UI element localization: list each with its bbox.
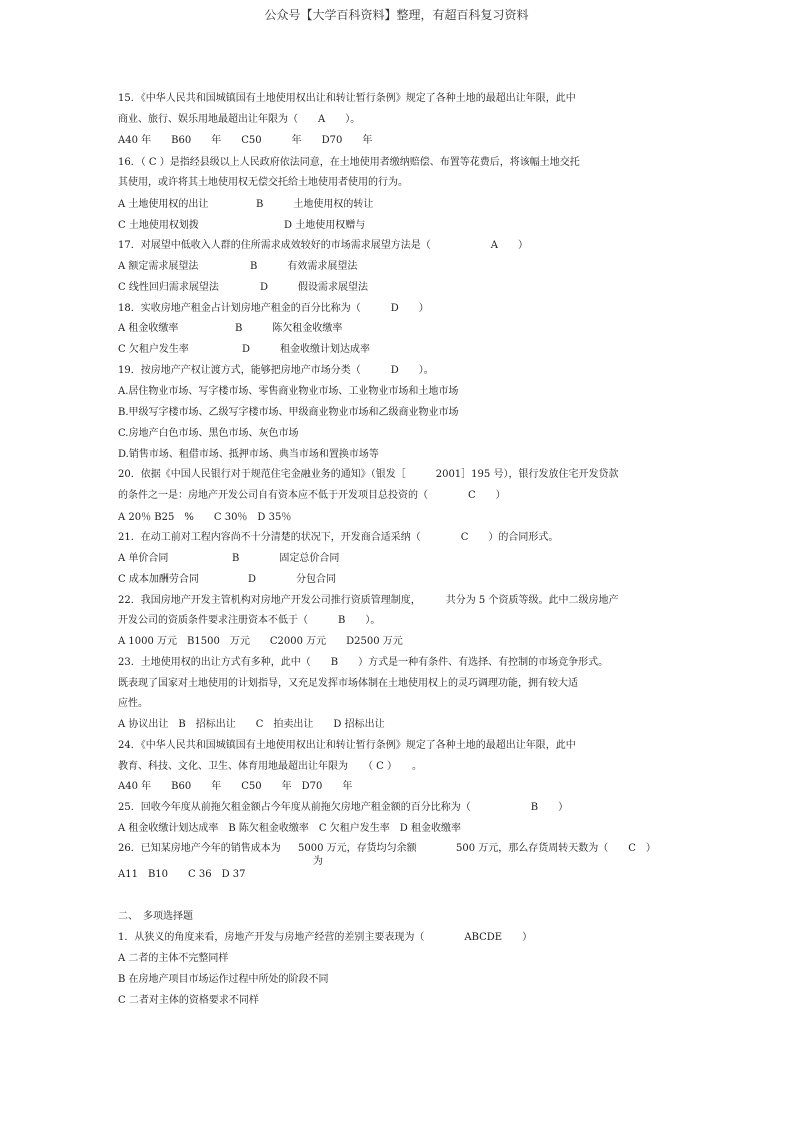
q20-stem-line2: 的条件之一是：房地产开发公司自有资本应不低于开发项目总投资的（ C ） [118, 490, 506, 501]
q24-stem-line1: 24．《中华人民共和国城镇国有土地使用权出让和转让暂行条例》规定了各种土地的最超出让年限，此中 [118, 740, 576, 751]
q21-option-a: A 单价合同 [118, 553, 169, 564]
q23-stem-line3: 应性。 [118, 698, 148, 709]
q17-option-c: C 线性回归需求展望法 [118, 282, 219, 293]
q18-option-a: A 租金收缴率 [118, 323, 179, 334]
q16-stem-line1: 16．（ C ）是指经县级以上人民政府依法同意，在土地使用者缴纳赔偿、布置等花费后，将该幅土地交托 [118, 157, 580, 168]
q15-stem-line1: 15．《中华人民共和国城镇国有土地使用权出让和转让暂行条例》规定了各种土地的最超出让年限，此中 [118, 93, 576, 104]
q19-stem: 19．按房地产产权让渡方式，能够把房地产市场分类（ D ）。 [118, 365, 434, 376]
q19-option-a: A.居住物业市场、写字楼市场、零售商业物业市场、工业物业市场和土地市场 [118, 386, 459, 397]
q20-options: A 20％ B25 % C 30％ D 35％ [118, 512, 292, 523]
q18-option-c: C 欠租户发生率 [118, 344, 189, 355]
q25-options: A 租金收缴计划达成率 B 陈欠租金收缴率 C 欠租户发生率 D 租金收缴率 [118, 823, 461, 834]
q18-stem: 18．实收房地产租金占计划房地产租金的百分比称为（ D ） [118, 303, 429, 314]
multi-q1-option-b: B 在房地产项目市场运作过程中所处的阶段不同 [118, 974, 329, 985]
q21-option-b: B 固定总价合同 [232, 553, 340, 564]
q19-option-c: C.房地产白色市场、黑色市场、灰色市场 [118, 428, 299, 439]
q26-stem-part1: 26．已知某房地产今年的销售成本为 [118, 843, 281, 854]
q17-option-b: B 有效需求展望法 [250, 261, 358, 272]
q25-stem: 25．回收今年度从前拖欠租金额占今年度从前拖欠房地产租金额的百分比称为（ B ） [118, 802, 569, 813]
q21-option-c: C 成本加酬劳合同 [118, 574, 199, 585]
q26-stem-part2: 5000 万元，存货均匀余额 [298, 843, 417, 854]
q22-stem-line2: 开发公司的资质条件要求注册资本不低于（ B ）。 [118, 615, 381, 626]
q23-stem-line1: 23．土地使用权的出让方式有多种，此中（ B ）方式是一种有条件、有选择、有控制的市场竞争形式。 [118, 657, 609, 668]
q20-stem-line1: 20．依据《中国人民银行对于规范住宅金融业务的通知》（银发［ 2001］195 号），银行发放住宅开发贷款 [118, 469, 619, 480]
q23-stem-line2: 既表现了国家对土地使用的计划指导，又充足发挥市场体制在土地使用权上的灵巧调理功能，拥有较大适 [118, 678, 578, 689]
q17-stem: 17．对展望中低收入人群的住所需求成效较好的市场需求展望方法是（ A ） [118, 240, 528, 251]
q21-option-d: D 分包合同 [248, 574, 337, 585]
multi-q1-stem: 1．从狭义的角度来看，房地产开发与房地产经营的差别主要表现为（ ABCDE ） [118, 932, 533, 943]
q21-stem: 21．在动工前对工程内容尚不十分清楚的状况下，开发商合适采纳（ C ）的合同形式。 [118, 532, 559, 543]
q18-option-d: D 租金收缴计划达成率 [242, 344, 371, 355]
page-header: 公众号【大学百科资料】整理，有超百科复习资料 [264, 8, 529, 22]
q22-stem-line1: 22．我国房地产开发主管机构对房地产开发公司推行资质管理制度， 共分为 5 个资质等级。此中二级房地产 [118, 595, 619, 606]
q15-options: A40 年 B60 年 C50 年 D70 年 [118, 135, 373, 146]
q16-option-a: A 土地使用权的出让 [118, 199, 209, 210]
q16-option-c: C 土地使用权划拨 [118, 220, 199, 231]
q24-options: A40 年 B60 年 C50 年 D70 年 [118, 781, 353, 792]
q15-stem-line2: 商业、旅行、娱乐用地最超出让年限为（ A ）。 [118, 114, 361, 125]
q24-stem-line2: 教育、科技、文化、卫生、体育用地最超出让年限为 （ C ） 。 [118, 761, 423, 772]
q16-option-d: D 土地使用权赠与 [284, 220, 366, 231]
section-2-title: 二、 多项选择题 [118, 911, 193, 922]
q23-options: A 协议出让 B 招标出让 C 拍卖出让 D 招标出让 [118, 719, 385, 730]
q26-options: A11 B10 C 36 D 37 [118, 869, 246, 880]
q26-stem-part2-wrap: 为 [313, 856, 323, 867]
q26-stem-part3: 500 万元，那么存货周转天数为（ C ） [456, 843, 656, 854]
q17-option-a: A 额定需求展望法 [118, 261, 199, 272]
multi-q1-option-c: C 二者对主体的资格要求不同样 [118, 995, 259, 1006]
q19-option-b: B.甲级写字楼市场、乙级写字楼市场、甲级商业物业市场和乙级商业物业市场 [118, 407, 459, 418]
q16-stem-line2: 其使用，或许将其土地使用权无偿交托给土地使用者使用的行为。 [118, 177, 408, 188]
q22-options: A 1000 万元 B1500 万元 C2000 万元 D2500 万元 [118, 636, 403, 647]
q18-option-b: B 陈欠租金收缴率 [235, 323, 343, 334]
q19-option-d: D.销售市场、租借市场、抵押市场、典当市场和置换市场等 [118, 449, 379, 460]
q17-option-d: D 假设需求展望法 [260, 282, 369, 293]
multi-q1-option-a: A 二者的主体不完整同样 [118, 953, 229, 964]
q16-option-b: B 土地使用权的转让 [256, 199, 374, 210]
